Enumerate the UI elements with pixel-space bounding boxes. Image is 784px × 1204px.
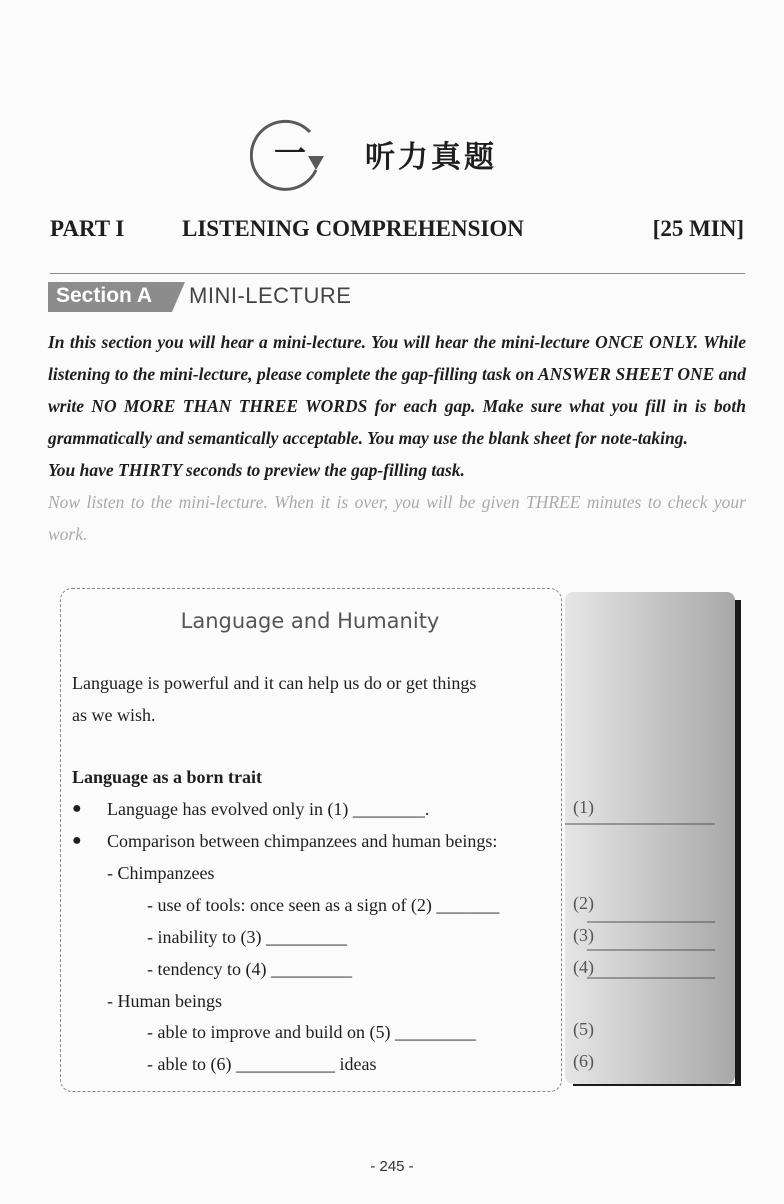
answer-label-1: (1): [573, 797, 594, 817]
instruction-main: In this section you will hear a mini-lecture. You will hear the mini-lecture ONCE ONLY. While listening to the mini-lecture, please complete the gap-filling task on ANSWER SHEET ONE and write NO MORE THAN THREE WORDS for each gap. Make sure what you fill in is both grammatically and semantically acceptable. You may use the blank sheet for note-taking.: [48, 332, 746, 448]
task-title: Language and Humanity: [180, 609, 440, 633]
humans-label: - Human beings: [107, 991, 222, 1011]
intro-line-2: as we wish.: [72, 705, 156, 725]
answer-label-5: (5): [573, 1019, 594, 1039]
instruction-preview: You have THIRTY seconds to preview the gap-filling task.: [48, 460, 465, 480]
section-tag: Section A: [56, 284, 153, 307]
gap-item-6: - able to (6) ___________ ideas: [147, 1054, 377, 1074]
chapter-number: 一: [273, 134, 307, 172]
answer-label-3: (3): [573, 925, 594, 945]
answer-label-2: (2): [573, 893, 594, 913]
page-number: - 245 -: [370, 1158, 414, 1175]
section-heading: Language as a born trait: [72, 767, 263, 787]
instruction-faded: Now listen to the mini-lecture. When it is over, you will be given THREE minutes to check your work.: [48, 492, 746, 544]
gap-item-5: - able to improve and build on (5) _________: [147, 1022, 476, 1042]
answer-label-4: (4): [573, 957, 594, 977]
chapter-title: 听力真题: [365, 140, 497, 175]
bullet-icon: ●: [72, 832, 82, 849]
divider: [50, 273, 745, 274]
instructions: [48, 326, 746, 550]
gap-item-2: - use of tools: once seen as a sign of (2) _______: [147, 895, 500, 915]
answer-sheet-panel: [565, 592, 745, 1090]
part-number: PART I: [50, 216, 125, 241]
gap-item-1: Language has evolved only in (1) ________.: [107, 799, 430, 819]
comparison-line: Comparison between chimpanzees and human beings:: [107, 831, 498, 851]
part-name: LISTENING COMPREHENSION: [182, 216, 524, 241]
gap-item-4: - tendency to (4) _________: [147, 959, 352, 979]
part-time: [25 MIN]: [652, 216, 744, 241]
gap-item-3: - inability to (3) _________: [147, 927, 347, 947]
bullet-icon: ●: [72, 800, 82, 817]
intro-line-1: Language is powerful and it can help us do or get things: [72, 673, 477, 693]
answer-label-6: (6): [573, 1051, 594, 1071]
section-name: MINI-LECTURE: [189, 283, 352, 308]
chapter-badge: [250, 112, 334, 196]
chimpanzees-label: - Chimpanzees: [107, 863, 215, 883]
